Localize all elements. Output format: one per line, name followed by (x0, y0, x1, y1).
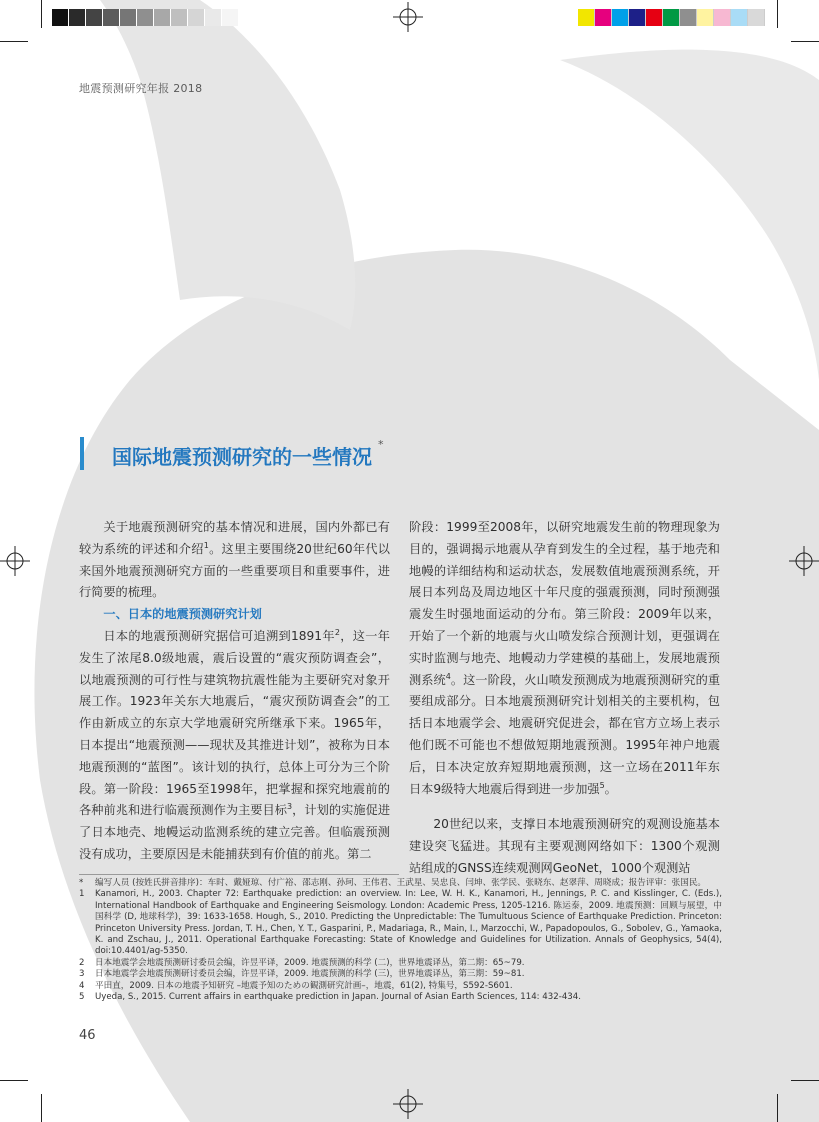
color-swatch (680, 9, 697, 26)
footnote-mark: 1 (79, 889, 85, 900)
color-swatch (697, 9, 714, 26)
color-swatch (222, 9, 239, 26)
color-swatch (612, 9, 629, 26)
section-heading: 一、日本的地震预测研究计划 (103, 607, 262, 622)
footnote-ref: 2 (334, 627, 340, 637)
footnote-text: Uyeda, S., 2015. Current affairs in earthquake prediction in Japan. Journal of Asian Earth Sciences, 114: 432-434. (95, 992, 581, 1003)
color-swatch (120, 9, 137, 26)
crop-mark-tl-v (41, 0, 42, 28)
footnote-mark: 5 (79, 992, 85, 1003)
footnote-item (79, 992, 722, 1003)
footnote-mark: 2 (79, 957, 85, 968)
footnote-ref: 5 (599, 780, 605, 790)
footnote-text: Kanamori, H., 2003. Chapter 72: Earthquake prediction: an overview. In: Lee, W. H. K., Kanamori, H., Jennings, P. C. and Kisslinger, C. (Eds.), International Handbook of Earthquake and Engineering Seismology. London: Academic Press, 1205-1216. 陈运泰，2009. 地震预测：回顾与展望，中国科学 (D, 地球科学)，39: 1633-1658. Hough, S., 2010. Predicting the Unpredictable: The Tumultuous Science of Earthquake Prediction. Princeton: Princeton University Press. Jordan, T. H., Chen, Y. T., Gasparini, P., Madariaga, R., Main, I., Marzocchi, W., Papadopoulos, G., Sobolev, G., Yamaoka, K. and Zschau, J., 2011. Operational Earthquake Forecasting: State of Knowledge and Guidelines for Utilization. Annals of Geophysics, 54(4), doi:10.4401/ag-5350. (95, 889, 722, 957)
footnote-ref: 3 (287, 802, 293, 812)
footnote-ref: 1 (203, 540, 209, 550)
footnote-mark: 4 (79, 980, 85, 991)
footnote-text: 日本地震学会地震预测研讨委员会编，许昱平译，2009. 地震预测的科学 (三)，世界地震译丛，第三期：59~81. (95, 969, 525, 980)
crop-mark-tr-v (777, 0, 778, 28)
color-swatch (714, 9, 731, 26)
footnote-text: 平田直，2009. 日本の地震予知研究 –地震予知のための観測研究計画–，地震，61(2), 特集号，S592-S601. (95, 980, 513, 991)
intro-text-a: 关于地震预测研究的基本情况和进展，国内外都已有较为系统的评述和介绍 (79, 520, 390, 556)
color-swatch (646, 9, 663, 26)
intro-paragraph (79, 517, 390, 604)
japan-paragraph (79, 626, 390, 866)
color-swatch (103, 9, 120, 26)
footnote-text: 编写人员 (按姓氏拼音排序)：车时、戴娅琼、付广裕、邵志刚、孙珂、王伟君、王武星、吴忠良、闫坤、张学民、张晓东、赵翠萍、周晓成；报告评审：张国民。 (95, 878, 707, 888)
color-swatch (663, 9, 680, 26)
grayscale-color-bar (52, 9, 239, 26)
running-header: 地震预测研究年报 2018 (79, 82, 203, 95)
observation-paragraph: 20世纪以来，支撑日本地震预测研究的观测设施基本建设突飞猛进。其现有主要观测网络如下：1300个观测站组成的GNSS连续观测网GeoNet，1000个观测站 (409, 817, 720, 875)
crop-mark-br-v (777, 1094, 778, 1122)
japan-paragraph-continued (409, 517, 720, 800)
cont-text-c: 。 (604, 781, 617, 796)
cont-text-b: 。这一阶段，火山喷发预测成为地震预测研究的重要组成部分。日本地震预测研究计划相关的主要机构，包括日本地震学会、地震研究促进会，都在官方立场上表示他们既不可能也不想做短期地震预测。1995年神户地震后，日本决定放弃短期地震预测，这一立场在2011年东日本9级特大地震后得到进一步加强 (409, 672, 721, 796)
color-swatch (205, 9, 222, 26)
footnote-item (79, 889, 722, 957)
footnote-mark: * (79, 878, 84, 888)
crop-mark-br-h (791, 1080, 819, 1081)
footnotes (79, 878, 722, 1003)
color-swatch (69, 9, 86, 26)
registration-mark-right (789, 546, 819, 576)
title-accent-bar (80, 437, 84, 470)
process-color-bar (578, 9, 765, 26)
color-swatch (578, 9, 595, 26)
color-swatch (748, 9, 765, 26)
color-swatch (731, 9, 748, 26)
registration-mark-left (0, 546, 30, 576)
color-swatch (137, 9, 154, 26)
crop-mark-tl-h (0, 41, 28, 42)
title-footnote-mark: * (378, 438, 384, 452)
right-text-column (409, 517, 720, 880)
crop-mark-bl-v (41, 1094, 42, 1122)
color-swatch (154, 9, 171, 26)
color-swatch (86, 9, 103, 26)
color-swatch (629, 9, 646, 26)
crop-mark-bl-h (0, 1080, 28, 1081)
article-title (112, 438, 384, 470)
footnote-item (79, 981, 722, 992)
footnote-divider (79, 874, 399, 875)
intro-text-b: 。这里主要围绕20世纪60年代以来国外地震预测研究方面的一些重要项目和重要事件，进行简要的梳理。 (79, 541, 390, 600)
crop-mark-tr-h (791, 41, 819, 42)
color-swatch (595, 9, 612, 26)
japan-text-a: 日本的地震预测研究据信可追溯到1891年 (103, 628, 335, 643)
footnote-item (79, 878, 722, 889)
page-number: 46 (79, 1028, 96, 1043)
color-swatch (171, 9, 188, 26)
color-swatch (52, 9, 69, 26)
footnote-mark: 3 (79, 969, 85, 980)
article-title-text: 国际地震预测研究的一些情况 (112, 445, 372, 469)
color-swatch (188, 9, 205, 26)
left-text-column (79, 517, 390, 866)
japan-text-b: ，这一年发生了浓尾8.0级地震，震后设置的“震灾预防调查会”，以地震预测的可行性与建筑物抗震性能为主要研究对象开展工作。1923年关东大地震后，“震灾预防调查会”的工作由新成立的东京大学地震研究所继承下来。1965年，日本提出“地震预测——现状及其推进计划”，被称为日本地震预测的“蓝图”。该计划的执行，总体上可分为三个阶段。第一阶段：1965至1998年，把掌握和探究地震前的各种前兆和进行临震预测作为主要目标 (79, 628, 390, 818)
registration-mark-top (393, 2, 423, 32)
footnote-item (79, 969, 722, 980)
cont-text-a: 阶段：1999至2008年，以研究地震发生前的物理现象为目的，强调揭示地震从孕育到发生的全过程，基于地壳和地幔的详细结构和运动状态，发展数值地震预测系统，开展日本列岛及周边地区十年尺度的强震预测，同时预测强震发生时强地面运动的分布。第三阶段：2009年以来，开始了一个新的地震与火山喷发综合预测计划，更强调在实时监测与地壳、地幔动力学建模的基础上，发展地震预测系统 (409, 520, 720, 687)
footnote-item (79, 958, 722, 969)
japan-text-c: ，计划的实施促进了日本地壳、地幔运动监测系统的建立完善。但临震预测没有成功，主要原因是未能捕获到有价值的前兆。第二 (79, 803, 391, 861)
registration-mark-bottom (393, 1089, 423, 1119)
footnote-ref: 4 (445, 671, 451, 681)
footnote-text: 日本地震学会地震预测研讨委员会编，许昱平译，2009. 地震预测的科学 (二)，世界地震译丛，第二期：65~79. (95, 957, 525, 968)
